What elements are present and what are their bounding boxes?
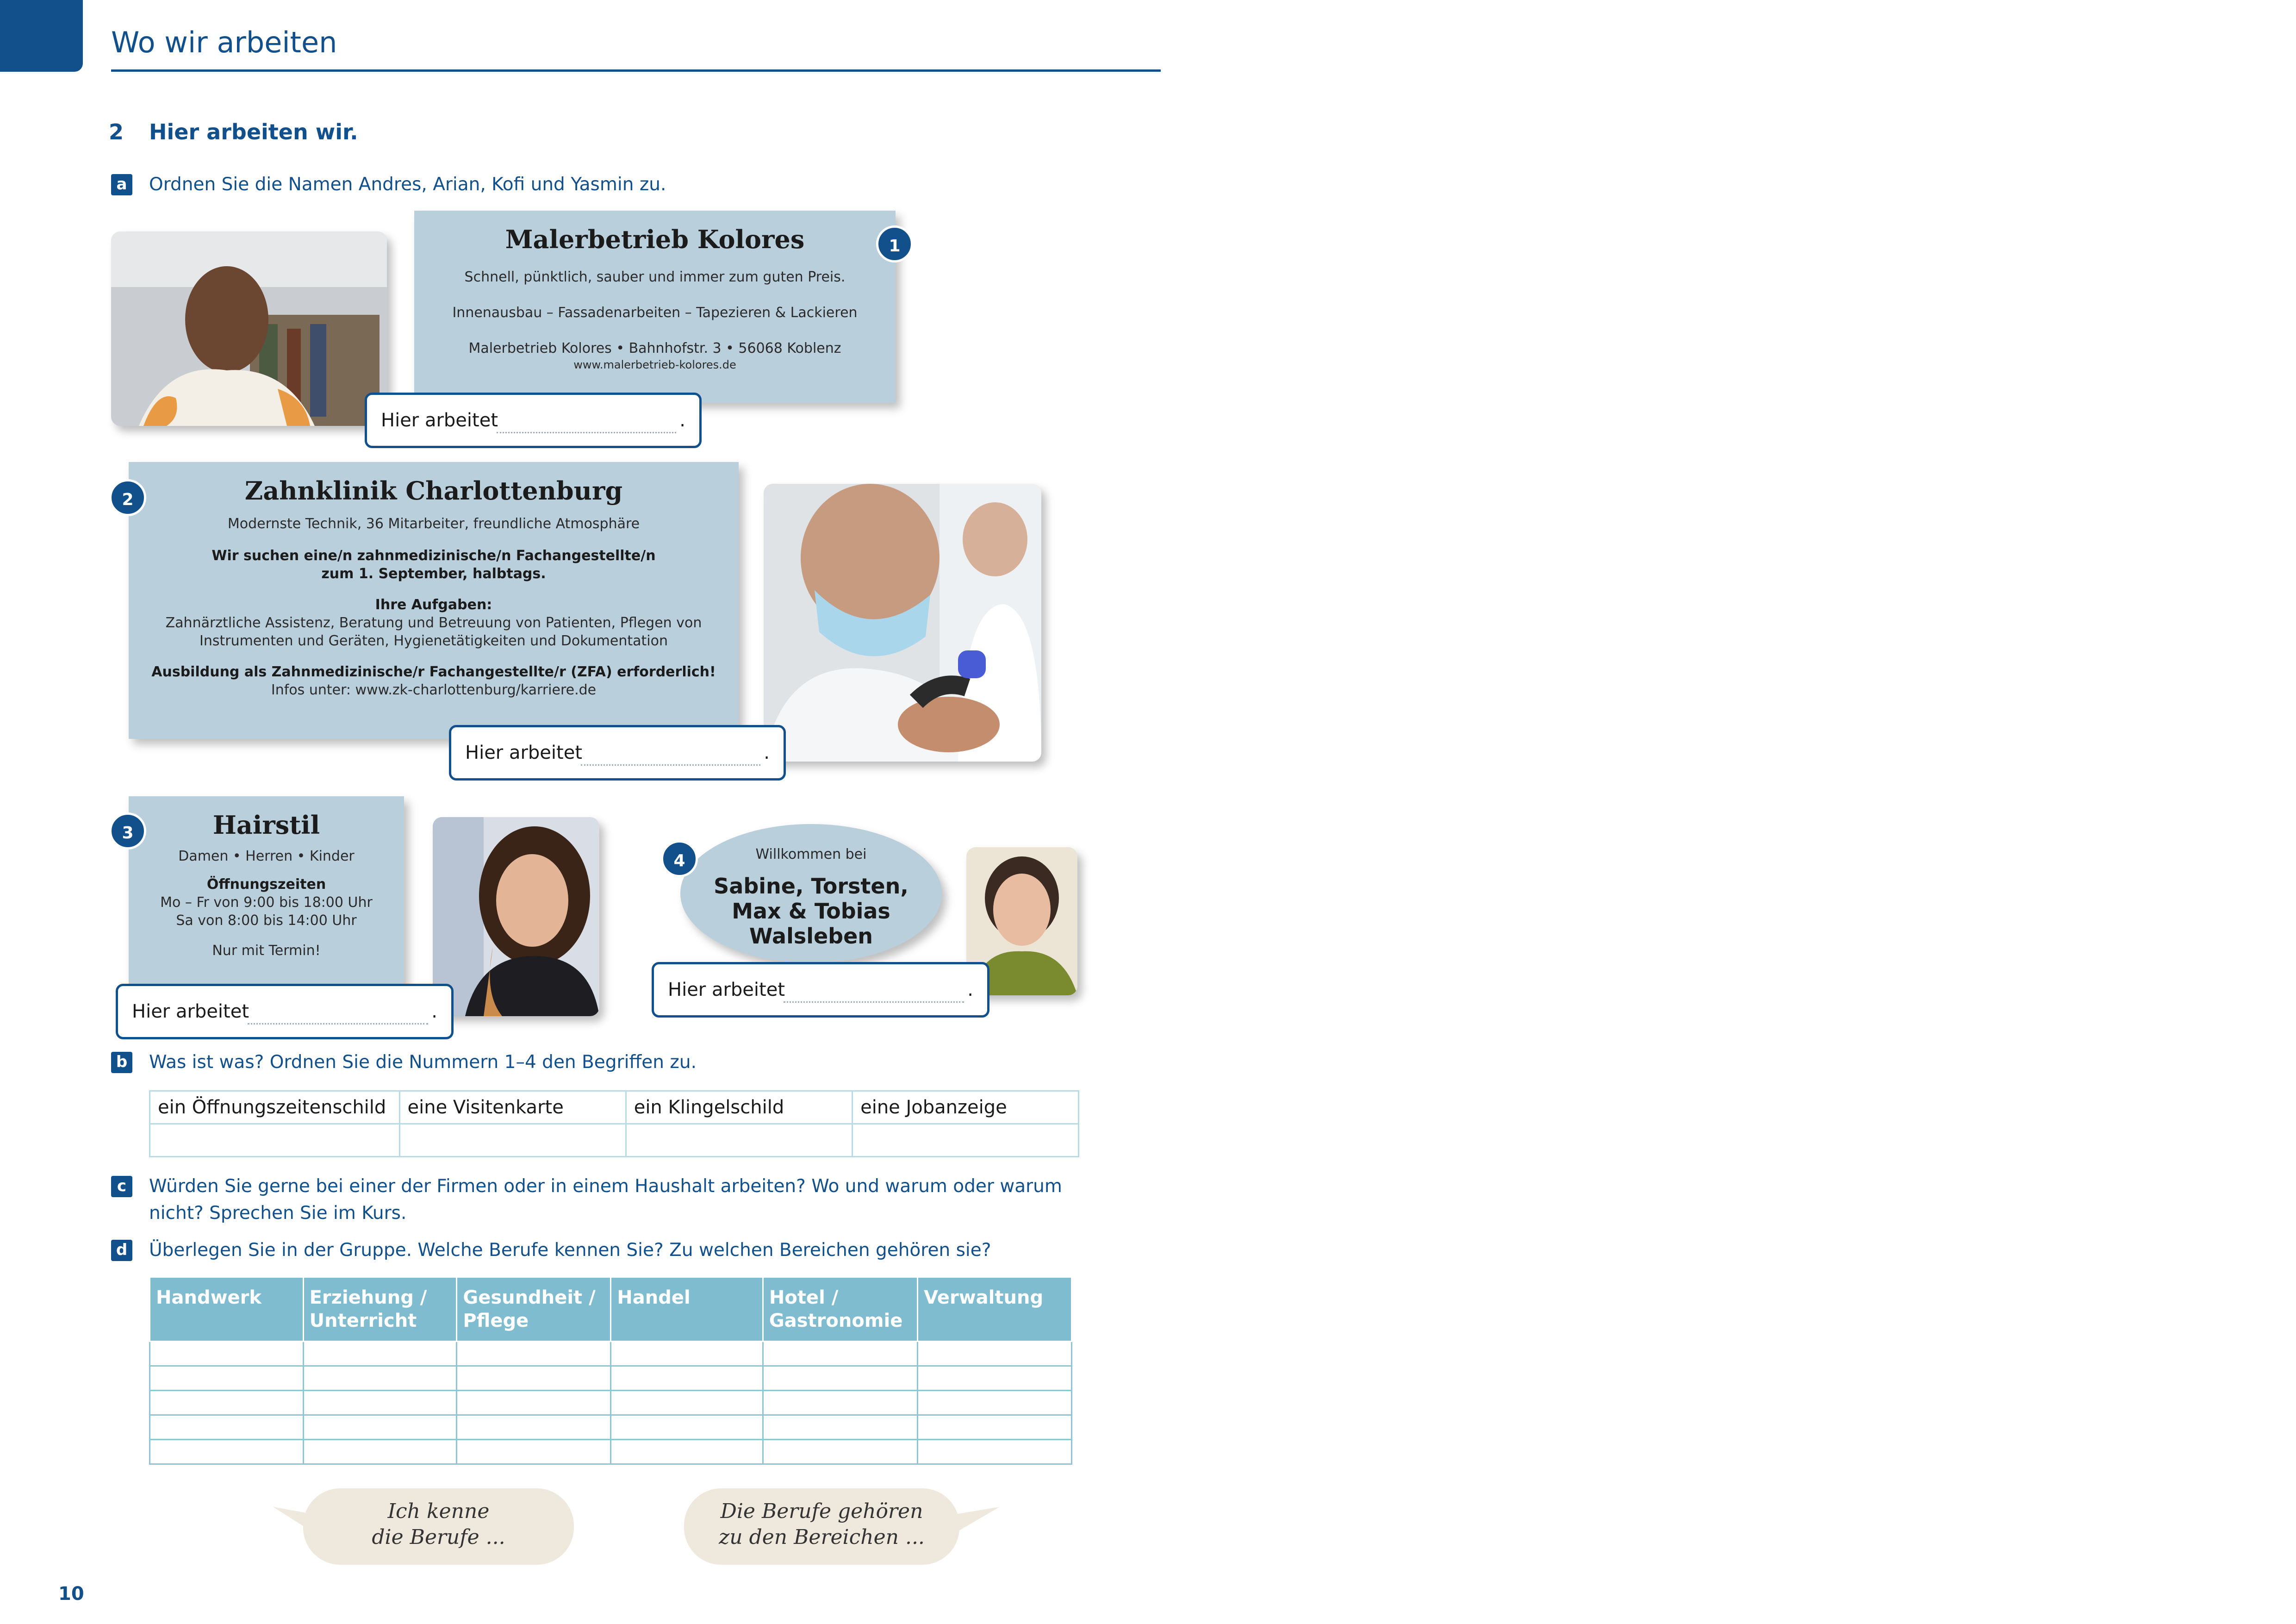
answer-field-3[interactable] bbox=[116, 984, 454, 1039]
part-b-letter: b bbox=[111, 1052, 132, 1073]
page-title: Wo wir arbeiten bbox=[111, 25, 337, 59]
table-cell[interactable] bbox=[763, 1391, 917, 1415]
opening-hours-sign bbox=[129, 796, 404, 1002]
table-cell[interactable] bbox=[150, 1342, 304, 1366]
table-row bbox=[150, 1366, 1072, 1391]
part-d-instruction: Überlegen Sie in der Gruppe. Welche Berufe kennen Sie? Zu welchen Bereichen gehören sie? bbox=[149, 1240, 991, 1261]
number-badge-4: 4 bbox=[661, 840, 698, 877]
card-4-bold2: Max & Tobias bbox=[732, 899, 890, 924]
answer-row bbox=[150, 1124, 1079, 1157]
table-cell[interactable] bbox=[763, 1440, 917, 1464]
table-row bbox=[150, 1440, 1072, 1464]
term-cell: ein Öffnungszeitenschild bbox=[150, 1091, 400, 1124]
column-header-gesundheit: Gesundheit / Pflege bbox=[457, 1277, 611, 1342]
table-cell[interactable] bbox=[611, 1391, 763, 1415]
table-cell[interactable] bbox=[150, 1415, 304, 1440]
card-1-line2: Innenausbau – Fassadenarbeiten – Tapezieren & Lackieren bbox=[452, 305, 858, 321]
card-3-bold1: Öffnungszeiten bbox=[206, 876, 326, 893]
card-3-title: Hairstil bbox=[212, 810, 320, 840]
part-a-letter: a bbox=[111, 174, 132, 195]
hairdresser-image bbox=[433, 817, 599, 1016]
hairdresser-photo bbox=[433, 817, 599, 1016]
table-cell[interactable] bbox=[457, 1440, 611, 1464]
answer-blank bbox=[784, 1001, 964, 1003]
number-badge-3: 3 bbox=[109, 812, 146, 849]
terms-row bbox=[150, 1091, 1079, 1124]
table-cell[interactable] bbox=[918, 1440, 1072, 1464]
professions-table bbox=[149, 1276, 1072, 1465]
card-4-bold3: Walsleben bbox=[749, 924, 873, 949]
number-answer-cell[interactable] bbox=[626, 1124, 852, 1157]
card-2-bold1: Wir suchen eine/n zahnmedizinische/n Fachangestellte/n bbox=[212, 548, 656, 564]
card-2-line2: Zahnärztliche Assistenz, Beratung und Betreuung von Patienten, Pflegen von bbox=[165, 615, 702, 631]
table-cell[interactable] bbox=[611, 1440, 763, 1464]
number-badge-2: 2 bbox=[109, 479, 146, 516]
business-card-painter bbox=[414, 211, 896, 403]
dentist-image bbox=[764, 484, 1041, 762]
term-cell: eine Jobanzeige bbox=[852, 1091, 1079, 1124]
table-cell[interactable] bbox=[303, 1342, 457, 1366]
answer-label: Hier arbeitet bbox=[668, 979, 785, 1000]
table-cell[interactable] bbox=[918, 1391, 1072, 1415]
page-number: 10 bbox=[58, 1583, 84, 1605]
table-cell[interactable] bbox=[611, 1342, 763, 1366]
table-row bbox=[150, 1391, 1072, 1415]
table-cell[interactable] bbox=[303, 1440, 457, 1464]
answer-field-2[interactable] bbox=[449, 725, 786, 781]
professions-header bbox=[150, 1277, 1072, 1342]
table-cell[interactable] bbox=[303, 1366, 457, 1391]
table-row bbox=[150, 1415, 1072, 1440]
table-cell[interactable] bbox=[303, 1391, 457, 1415]
answer-period: . bbox=[679, 410, 685, 431]
title-rule bbox=[111, 69, 1161, 72]
painter-photo bbox=[111, 231, 387, 426]
table-cell[interactable] bbox=[763, 1366, 917, 1391]
answer-field-1[interactable] bbox=[365, 393, 702, 448]
bubble-left-line2: die Berufe ... bbox=[372, 1525, 505, 1549]
number-answer-cell[interactable] bbox=[852, 1124, 1079, 1157]
answer-field-4[interactable] bbox=[652, 962, 989, 1018]
answer-label: Hier arbeitet bbox=[465, 742, 583, 763]
table-cell[interactable] bbox=[918, 1366, 1072, 1391]
card-1-website: www.malerbetrieb-kolores.de bbox=[573, 358, 736, 371]
job-ad-dental-clinic bbox=[129, 462, 739, 739]
column-header-verwaltung: Verwaltung bbox=[918, 1277, 1072, 1342]
number-badge-1: 1 bbox=[876, 225, 913, 262]
card-4-line1: Willkommen bei bbox=[755, 846, 867, 862]
term-cell: ein Klingelschild bbox=[626, 1091, 852, 1124]
bubble-right-line2: zu den Bereichen ... bbox=[719, 1525, 925, 1549]
exercise-title: Hier arbeiten wir. bbox=[149, 119, 358, 144]
card-3-line2: Mo – Fr von 9:00 bis 18:00 Uhr bbox=[160, 894, 373, 911]
number-answer-cell[interactable] bbox=[399, 1124, 626, 1157]
table-cell[interactable] bbox=[611, 1366, 763, 1391]
table-cell[interactable] bbox=[611, 1415, 763, 1440]
bubble-right-line1: Die Berufe gehören bbox=[720, 1499, 923, 1523]
card-2-line1: Modernste Technik, 36 Mitarbeiter, freundliche Atmosphäre bbox=[227, 516, 640, 532]
corner-tab bbox=[0, 0, 83, 72]
answer-label: Hier arbeitet bbox=[132, 1001, 249, 1022]
card-1-title: Malerbetrieb Kolores bbox=[505, 225, 805, 254]
table-row bbox=[150, 1342, 1072, 1366]
part-b-instruction: Was ist was? Ordnen Sie die Nummern 1–4 den Begriffen zu. bbox=[149, 1052, 697, 1073]
table-cell[interactable] bbox=[918, 1342, 1072, 1366]
part-c-line2: nicht? Sprechen Sie im Kurs. bbox=[149, 1203, 407, 1224]
answer-blank bbox=[581, 764, 760, 766]
doorbell-sign bbox=[680, 824, 942, 963]
answer-label: Hier arbeitet bbox=[381, 410, 498, 431]
column-header-hotel: Hotel / Gastronomie bbox=[763, 1277, 917, 1342]
part-a-instruction: Ordnen Sie die Namen Andres, Arian, Kofi und Yasmin zu. bbox=[149, 174, 666, 195]
answer-period: . bbox=[967, 979, 973, 1000]
card-3-line1: Damen • Herren • Kinder bbox=[178, 848, 355, 864]
speech-bubble-right bbox=[684, 1488, 959, 1565]
column-header-handel: Handel bbox=[611, 1277, 763, 1342]
card-4-bold1: Sabine, Torsten, bbox=[714, 874, 908, 899]
speech-bubble-left bbox=[303, 1488, 574, 1565]
table-cell[interactable] bbox=[457, 1391, 611, 1415]
card-2-title: Zahnklinik Charlottenburg bbox=[244, 476, 623, 506]
table-cell[interactable] bbox=[303, 1415, 457, 1440]
table-cell[interactable] bbox=[150, 1391, 304, 1415]
column-header-erziehung: Erziehung / Unterricht bbox=[303, 1277, 457, 1342]
column-header-handwerk: Handwerk bbox=[150, 1277, 304, 1342]
answer-blank bbox=[248, 1023, 428, 1024]
painter-image bbox=[111, 231, 387, 426]
table-cell[interactable] bbox=[763, 1342, 917, 1366]
table-cell[interactable] bbox=[457, 1342, 611, 1366]
card-2-line4: Infos unter: www.zk-charlottenburg/karriere.de bbox=[271, 682, 597, 698]
exercise-number: 2 bbox=[109, 119, 124, 144]
card-1-line1: Schnell, pünktlich, sauber und immer zum guten Preis. bbox=[464, 269, 846, 285]
table-cell[interactable] bbox=[150, 1366, 304, 1391]
card-2-bold2: zum 1. September, halbtags. bbox=[321, 566, 546, 582]
card-2-line3: Instrumenten und Geräten, Hygienetätigkeiten und Dokumentation bbox=[199, 633, 668, 649]
part-c-letter: c bbox=[111, 1176, 132, 1197]
table-cell[interactable] bbox=[457, 1415, 611, 1440]
terms-table bbox=[149, 1090, 1079, 1157]
part-c-line1: Würden Sie gerne bei einer der Firmen oder in einem Haushalt arbeiten? Wo und warum oder warum bbox=[149, 1176, 1062, 1197]
answer-blank bbox=[497, 432, 676, 433]
card-2-bold4: Ausbildung als Zahnmedizinische/r Fachangestellte/r (ZFA) erforderlich! bbox=[151, 664, 716, 680]
bubble-left-line1: Ich kenne bbox=[387, 1499, 490, 1523]
card-2-bold3: Ihre Aufgaben: bbox=[375, 597, 492, 613]
answer-period: . bbox=[431, 1001, 437, 1022]
card-1-line3: Malerbetrieb Kolores • Bahnhofstr. 3 • 56068 Koblenz bbox=[468, 340, 841, 356]
term-cell: eine Visitenkarte bbox=[399, 1091, 626, 1124]
table-cell[interactable] bbox=[150, 1440, 304, 1464]
table-cell[interactable] bbox=[763, 1415, 917, 1440]
table-cell[interactable] bbox=[457, 1366, 611, 1391]
number-answer-cell[interactable] bbox=[150, 1124, 400, 1157]
answer-period: . bbox=[764, 742, 770, 763]
table-cell[interactable] bbox=[918, 1415, 1072, 1440]
dentist-photo bbox=[764, 484, 1041, 762]
part-d-letter: d bbox=[111, 1240, 132, 1261]
card-3-line4: Nur mit Termin! bbox=[212, 943, 321, 959]
card-3-line3: Sa von 8:00 bis 14:00 Uhr bbox=[176, 912, 357, 929]
